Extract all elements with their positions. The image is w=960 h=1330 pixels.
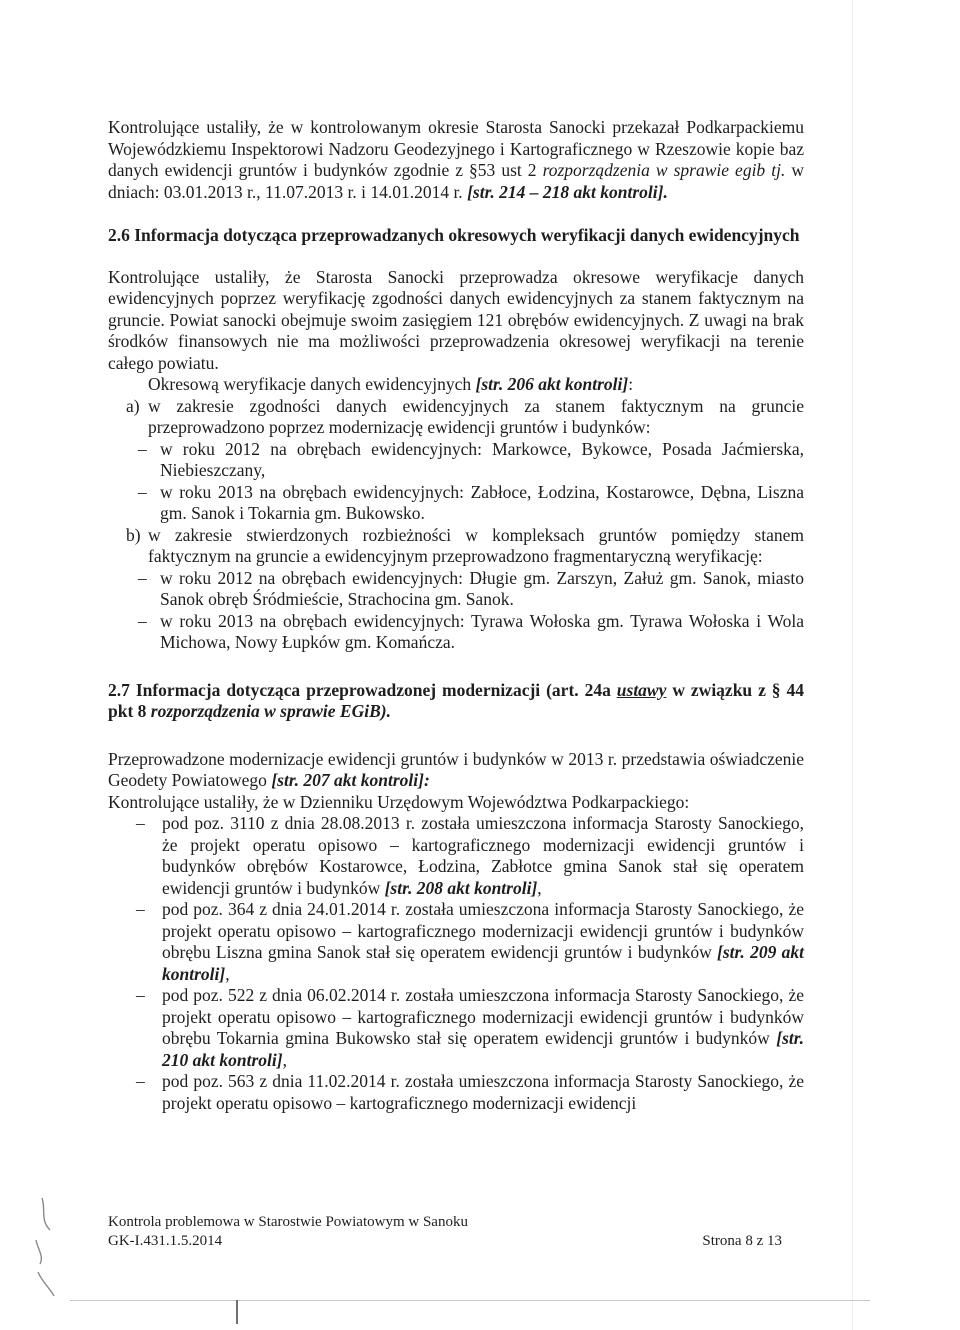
list-text: pod poz. 364 z dnia 24.01.2014 r. została umieszczona informacja Starosty Sanockiego, że projekt operatu opisowo – kartograficznego modernizacji ewidencji gruntów i budynków obrębu Liszna gmina Sanok stał się operatem ewidencji gruntów i budynków [str. 209 akt kontroli], [162, 899, 804, 984]
list-item-dash [108, 813, 804, 899]
dash-marker: – [138, 481, 147, 502]
page-footer [108, 1213, 782, 1251]
list-text: w zakresie zgodności danych ewidencyjnych za stanem faktycznym na gruncie przeprowadzono poprzez modernizację ewidencji gruntów i budynków: [148, 395, 804, 437]
file-ref: [str. 209 akt kontroli] [162, 942, 804, 984]
list-item-dash [108, 985, 804, 1071]
list-text: pod poz. 3110 z dnia 28.08.2013 r. została umieszczona informacja Starosty Sanockiego, że projekt operatu opisowo – kartograficznego modernizacji ewidencji gruntów i budynków obrębów Kostarowce, Łodzina, Zabłotce gmina Sanok stał się operatem ewidencji gruntów i budynków [str. 208 akt kontroli], [162, 813, 804, 898]
paragraph-text: Przeprowadzone modernizacje ewidencji gruntów i budynków w 2013 r. przedstawia oświadczenie Geodety Powiatowego [108, 748, 804, 790]
dash-marker: – [138, 438, 147, 459]
margin-handwriting-mark [28, 1190, 68, 1300]
list-item-dash [108, 1071, 804, 1114]
list-item-dash [108, 482, 804, 525]
dash-marker: – [138, 567, 147, 588]
footer-title: Kontrola problemowa w Starostwie Powiatowym w Sanoku [108, 1214, 468, 1230]
list-text: w zakresie stwierdzonych rozbieżności w kompleksach gruntów pomiędzy stanem faktycznym na gruncie a ewidencyjnym przeprowadzono fragmentaryczną weryfikację: [148, 524, 804, 566]
page-number: Strona 8 z 13 [702, 1233, 782, 1249]
list-item-a [108, 396, 804, 439]
list-label: a) [126, 395, 140, 416]
file-ref: [str. 214 – 218 akt kontroli]. [467, 181, 668, 202]
list-item-b [108, 525, 804, 568]
file-ref: [str. 207 akt kontroli]: [271, 770, 430, 790]
list-item-dash [108, 568, 804, 611]
list-text: pod poz. 563 z dnia 11.02.2014 r. została umieszczona informacja Starosty Sanockiego, że projekt operatu opisowo – kartograficznego modernizacji ewidencji [162, 1071, 804, 1113]
heading-text: 2.7 Informacja dotycząca przeprowadzonej modernizacji (art. 24a [108, 679, 617, 700]
dash-marker: – [138, 610, 147, 631]
dash-marker: – [136, 813, 145, 833]
law-ref: ustawy [616, 679, 667, 700]
footer-reference: GK-I.431.1.5.2014 [108, 1233, 223, 1249]
dash-marker: – [136, 985, 145, 1005]
list-text: w roku 2013 na obrębach ewidencyjnych: Zabłoce, Łodzina, Kostarowce, Dębna, Liszna gm. Sanok i Tokarnia gm. Bukowsko. [160, 481, 804, 523]
scan-bottom-rule [70, 1300, 870, 1301]
paragraph-transfer [108, 117, 804, 203]
paragraph-text: Okresową weryfikacje danych ewidencyjnych [148, 374, 476, 394]
heading-text: w związku z § 44 pkt 8 [108, 679, 804, 721]
paragraph-periodic [108, 374, 804, 396]
dash-marker: – [136, 899, 145, 919]
regulation-ref: rozporządzenia w sprawie egib tj. [542, 160, 786, 180]
list-text: pod poz. 522 z dnia 06.02.2014 r. została umieszczona informacja Starosty Sanockiego, że projekt operatu opisowo – kartograficznego modernizacji ewidencji gruntów i budynków obrębu Tokarnia gmina Bukowsko stał się operatem ewidencji gruntów i budynków [str. 210 akt kontroli], [162, 985, 804, 1070]
file-ref: [str. 210 akt kontroli] [162, 1028, 804, 1070]
list-item-dash [108, 439, 804, 482]
regulation-ref: rozporządzenia w sprawie EGiB). [150, 701, 391, 721]
scan-tick-mark [236, 1300, 238, 1324]
dash-marker: – [136, 1071, 145, 1091]
paragraph-verification: Kontrolujące ustaliły, że Starosta Sanocki przeprowadza okresowe weryfikacje danych ewidencyjnych poprzez weryfikację zgodności danych ewidencyjnych za stanem faktycznym na gruncie. Powiat sanocki obejmuje swoim zasięgiem 121 obrębów ewidencyjnych. Z uwagi na brak środków finansowych nie ma możliwości przeprowadzenia okresowej weryfikacji na terenie całego powiatu. [108, 266, 804, 373]
paragraph-text: Kontrolujące ustaliły, że w kontrolowanym okresie Starosta Sanocki przekazał Podkarpackiemu Wojewódzkiemu Inspektorowi Nadzoru Geodezyjnego i Kartograficznego w Rzeszowie kopie baz danych ewidencji gruntów i budynków zgodnie z §53 ust 2 [108, 117, 804, 180]
list-item-dash [108, 899, 804, 985]
paragraph-text: : [628, 374, 634, 394]
file-ref: [str. 208 akt kontroli] [384, 877, 538, 898]
file-ref: [str. 206 akt kontroli] [475, 374, 629, 394]
paragraph-journal: Kontrolujące ustaliły, że w Dzienniku Urzędowym Województwa Podkarpackiego: [108, 791, 690, 812]
paragraph-text: w dniach: 03.01.2013 r., 11.07.2013 r. i 14.01.2014 r. [108, 160, 805, 202]
section-heading-2-6: 2.6 Informacja dotycząca przeprowadzanych okresowych weryfikacji danych ewidencyjnych [108, 225, 800, 245]
paragraph-modernization [108, 749, 804, 792]
document-body [108, 117, 804, 1114]
scan-edge-line [852, 0, 853, 1330]
footer-row [108, 1232, 782, 1251]
list-text: w roku 2012 na obrębach ewidencyjnych: Długie gm. Zarszyn, Załuż gm. Sanok, miasto Sanok obręb Śródmieście, Strachocina gm. Sanok. [160, 567, 804, 609]
list-label: b) [126, 524, 141, 545]
list-item-dash [108, 611, 804, 654]
list-text: w roku 2013 na obrębach ewidencyjnych: Tyrawa Wołoska gm. Tyrawa Wołoska i Wola Michowa, Nowy Łupków gm. Komańcza. [160, 610, 804, 652]
section-heading-2-7 [108, 680, 804, 723]
list-text: w roku 2012 na obrębach ewidencyjnych: Markowce, Bykowce, Posada Jaćmierska, Niebieszczany, [160, 438, 804, 480]
